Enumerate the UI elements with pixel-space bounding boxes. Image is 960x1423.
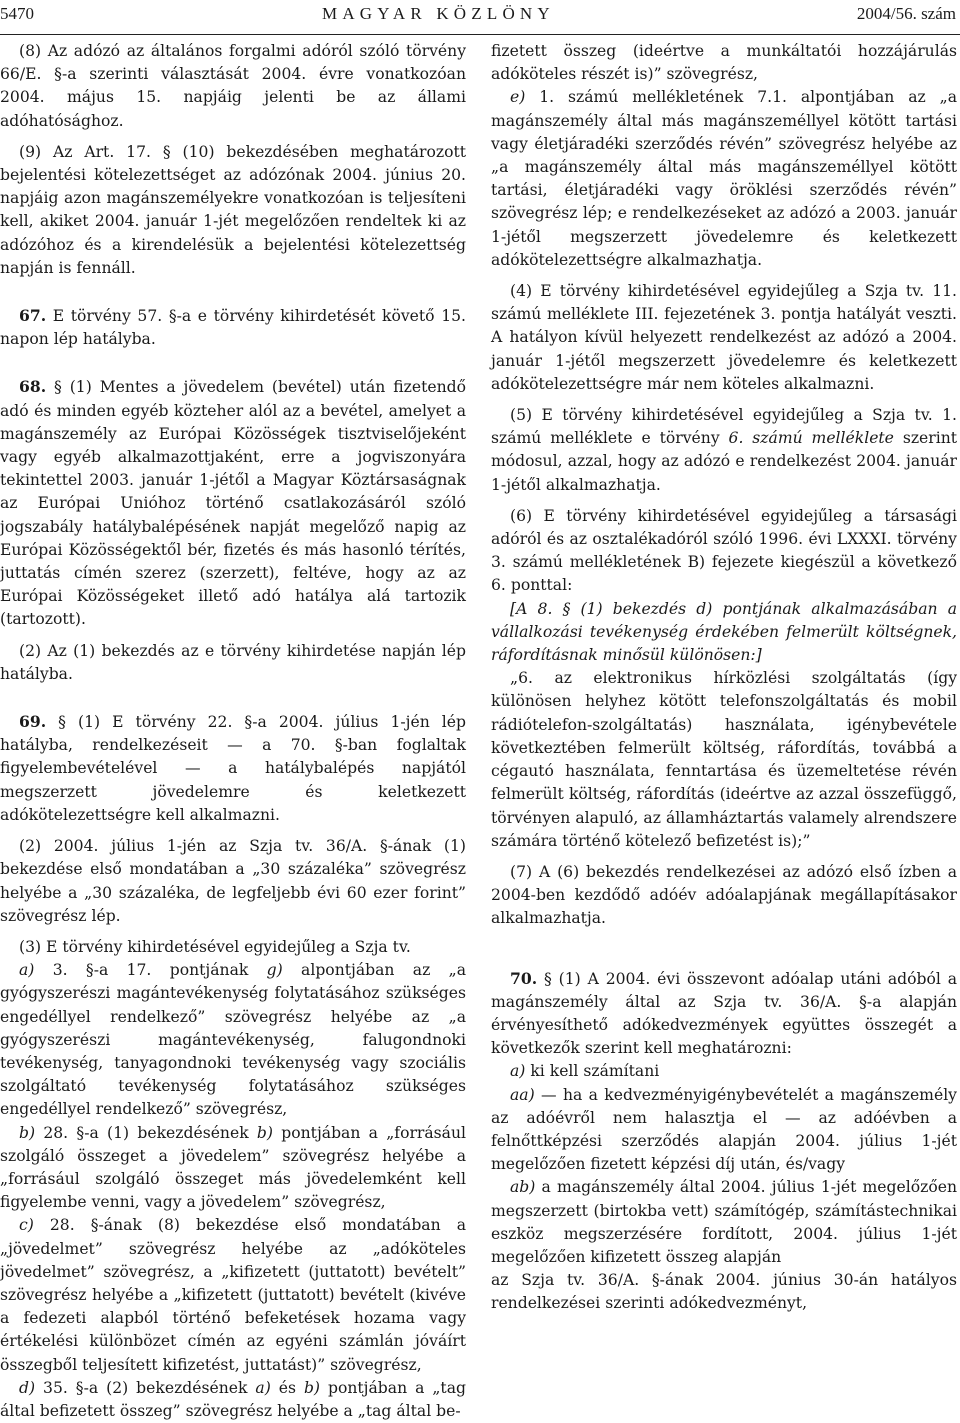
item-text: 3. §-a 17. pontjának — [34, 961, 267, 980]
item-text: pontjában a „forrásául szolgáló összeget a jövedelem” szövegrész helyébe a „forrásául szolgáló összeget más jövedelemként kell figyelembe venni, vagy a jövedelem” szövegrész, — [0, 1123, 466, 1212]
italic-reference: 6. számú melléklete — [728, 429, 894, 448]
page-number: 5470 — [0, 4, 34, 23]
section-number: 67. — [19, 306, 47, 326]
section-70-closing: az Szja tv. 36/A. §-ának 2004. június 30-án hatályos rendelkezései szerinti adókedvezményt, — [491, 1271, 957, 1313]
section-number: 69. — [19, 712, 47, 732]
section-69 — [0, 710, 466, 827]
section-69-item-c — [0, 1214, 466, 1376]
right-column — [491, 40, 957, 1316]
section-69-item-d — [0, 1377, 466, 1423]
page-header — [0, 0, 960, 35]
item-mark: a) — [255, 1378, 271, 1397]
item-mark: a) — [510, 1062, 526, 1081]
section-69-p3: (3) E törvény kihirdetésével egyidejűleg a Szja tv. — [19, 937, 411, 956]
section-70-item-ab — [491, 1176, 957, 1269]
item-text: 28. §-ának (8) bekezdése első mondatában a „jövedelmet” szövegrész helyébe az „adóköteles jövedelmet” szövegrész, a „kifizetett (juttatott) bevételt” szövegrész helyébe a „kifizetett (juttatott) bevételt (kivéve a fedezeti alapból történő befeketések hozama vagy értékelési különbözet címén az egyéni számlán jóváírt összegből teljesített kifizetést, juttatást)” szövegrész, — [0, 1216, 466, 1374]
item-text: 28. §-a (1) bekezdésének — [35, 1123, 257, 1142]
section-69-p4: (4) E törvény kihirdetésével egyidejűleg a Szja tv. 11. számú melléklete III. fejezetének 3. pontja hatályát veszti. A hatályon kívül helyezett rendelkezést az adózó a 2004. január 1-jétől megszerzett jövedelemre és keletkezett adókötelezettségre már nem köteles alkalmazni. — [491, 282, 957, 393]
item-mark: c) — [19, 1216, 34, 1235]
paragraph-8: (8) Az adózó az általános forgalmi adóról szóló törvény 66/E. §-a szerinti választását 2004. évre vonatkozóan 2004. május 15. napjáig jelenti be az állami adóhatósághoz. — [0, 42, 466, 130]
item-mark: b) — [303, 1378, 321, 1397]
quoted-preamble — [491, 598, 957, 668]
section-69-p5 — [491, 404, 957, 497]
quote-text: [A 8. § (1) bekezdés d) pontjának alkalmazásában a vállalkozási tevékenység érdekében felmerült költségnek, ráfordításnak minősül különösen:] — [491, 599, 957, 665]
section-69-p7: (7) A (6) bekezdés rendelkezései az adózó első ízben a 2004-ben kezdődő adóév adóalapjának megállapításakor alkalmazhatja. — [491, 862, 957, 928]
item-mark: a) — [19, 961, 35, 980]
section-69-item-b — [0, 1122, 466, 1215]
left-column — [0, 40, 466, 1423]
section-69-item-e — [491, 86, 957, 272]
section-68-p2: (2) Az (1) bekezdés az e törvény kihirdetése napján lép hatályba. — [0, 641, 466, 683]
section-text: E törvény 57. §-a e törvény kihirdetését követő 15. napon lép hatályba. — [0, 307, 466, 349]
issue-number: 2004/56. szám — [856, 4, 956, 23]
section-69-item-a — [0, 959, 466, 1121]
item-mark: g) — [266, 961, 283, 980]
section-68 — [0, 375, 466, 631]
section-69-p6: (6) E törvény kihirdetésével egyidejűleg a társasági adóról és az osztalékadóról szóló 1996. évi LXXXI. törvény 3. számú mellékletének B) fejezete kiegészül a következő 6. ponttal: — [491, 506, 957, 595]
item-text: 35. §-a (2) bekezdésének — [35, 1378, 256, 1397]
paragraph-text: szerint módosul, azzal, hogy az adózó e rendelkezést 2004. január 1-jétől alkalmazhatja. — [491, 429, 958, 494]
item-mark: e) — [510, 88, 526, 107]
section-text: § (1) E törvény 22. §-a 2004. július 1-jén lép hatályba, rendelkezéseit — a 70. §-ban foglaltak figyelembevételével — a hatálybalépés napjától megszerzett jövedelemre és keletkezett adókötelezettségre kell alkalmazni. — [0, 713, 466, 824]
item-mark: b) — [256, 1123, 273, 1142]
item-mark: ab) — [510, 1178, 536, 1197]
item-text: és — [270, 1378, 304, 1397]
item-text: 1. számú mellékletének 7.1. alpontjában az „a magánszemély által más magánszeméllyel kötött tartási vagy életjáradéki szerződés révén” szövegrész helyébe az „a magánszemély által más magánszeméllyel kötött tartási, életjáradéki vagy öröklési szerződés révén” szövegrész lép; e rendelkezéseket az adózó a 2003. január 1-jétől megszerzett jövedelemre és keletkezett adókötelezettségre alkalmazhatja. — [491, 88, 957, 269]
section-69-p2: (2) 2004. július 1-jén az Szja tv. 36/A. §-ának (1) bekezdése első mondatában a „30 százaléka” szövegrész helyébe a „30 százaléka, de legfeljebb évi 60 ezer forint” szövegrész lép. — [0, 837, 466, 925]
section-number: 68. — [19, 377, 47, 397]
item-text: a magánszemély által 2004. július 1-jét megelőzően megszerzett (birtokba vett) számítógép, számítástechnikai eszköz megszerzésére fordított, 2004. július 1-jét megelőzően kifizetett összeg alapján — [491, 1178, 957, 1266]
paragraph-9: (9) Az Art. 17. § (10) bekezdésében meghatározott bejelentési kötelezettséget az adózónak 2004. június 20. napjáig azon magánszemélyekre vonatkozóan is teljesíteni kell, akiket 2004. január 1-jét megelőzően rendeltek ki az adózóhoz és a kirendelésük a bejelentési kötelezettség napján is fennáll. — [0, 142, 466, 277]
item-text: — ha a kedvezményigénybevételét a magánszemély az adóévről nem halasztja el — az adóévben a felnőttképzési szerződés alapján 2004. július 1-jét megelőzően fizetett képzési díj után, és/vagy — [491, 1085, 957, 1174]
quoted-item-6: „6. az elektronikus hírközlési szolgáltatás (így különösen helyhez kötött telefonszolgáltatás és mobil rádiótelefon-szolgáltatás) használata, igénybevétele következtében felmerült költség, ráfordítás, továbbá a cégautó használata, fenntartása és üzemeltetése révén felmerült költség, ráfordítás (ideértve az azzal összefüggő, törvényen alapuló, az államháztartás valamely alrendszere számára történő kötelező befizetést is);” — [491, 669, 957, 850]
paragraph-text: (5) E törvény kihirdetésével egyidejűleg a Szja tv. 1. számú melléklete e törvény — [491, 406, 957, 448]
journal-title: MAGYAR KÖZLÖNY — [322, 4, 555, 23]
item-mark: aa) — [510, 1085, 535, 1104]
section-text: § (1) A 2004. évi összevont adóalap utáni adóból a magánszemély által az Szja tv. 36/A. §-a alapján érvényesíthető adókedvezmények együttes összegét a következők szerint kell meghatározni: — [491, 969, 957, 1058]
section-number: 70. — [510, 968, 538, 988]
item-text: pontjában a „tag által befizetett összeg” szövegrész helyébe a „tag által be- — [0, 1378, 466, 1420]
item-text: alpontjában az „a gyógyszerészi magántevékenység folytatásához szükséges engedéllyel rendelkező” szövegrész helyébe az „a gyógyszerészi magántevékenység, falugondnoki tevékenység, tanyagondnoki tevékenység vagy szociális szolgáltató tevékenység folytatásához szükséges engedéllyel rendelkező” szövegrész, — [0, 961, 466, 1119]
item-text: ki kell számítani — [525, 1062, 660, 1081]
section-67 — [0, 304, 466, 351]
item-mark: d) — [19, 1378, 36, 1397]
item-mark: b) — [19, 1123, 36, 1142]
section-70-item-a — [491, 1060, 957, 1083]
section-70 — [491, 967, 957, 1061]
continued-text: fizetett összeg (ideértve a munkáltatói hozzájárulás adóköteles részét is)” szövegrész, — [491, 42, 957, 84]
section-text: § (1) Mentes a jövedelem (bevétel) után fizetendő adó és minden egyéb közteher alól az a bevétel, amelyet a magánszemély az Európai Közösségek tisztviselőjeként vagy egyéb alkalmazottjaként, erre a jogviszonyára tekintettel 2003. január 1-jétől a Magyar Köztársaságnak az Európai Unióhoz történő csatlakozásáról szóló jogszabály hatálybalépésének napját megelőző napig az Európai Közösségektől bér, fizetés és más hasonló térítés, juttatás címén szerez (szerzett), feltéve, hogy az az Európai Közösségeket illető adó hatálya alá tartozik (tartozott). — [0, 378, 466, 629]
section-70-item-aa — [491, 1084, 957, 1177]
